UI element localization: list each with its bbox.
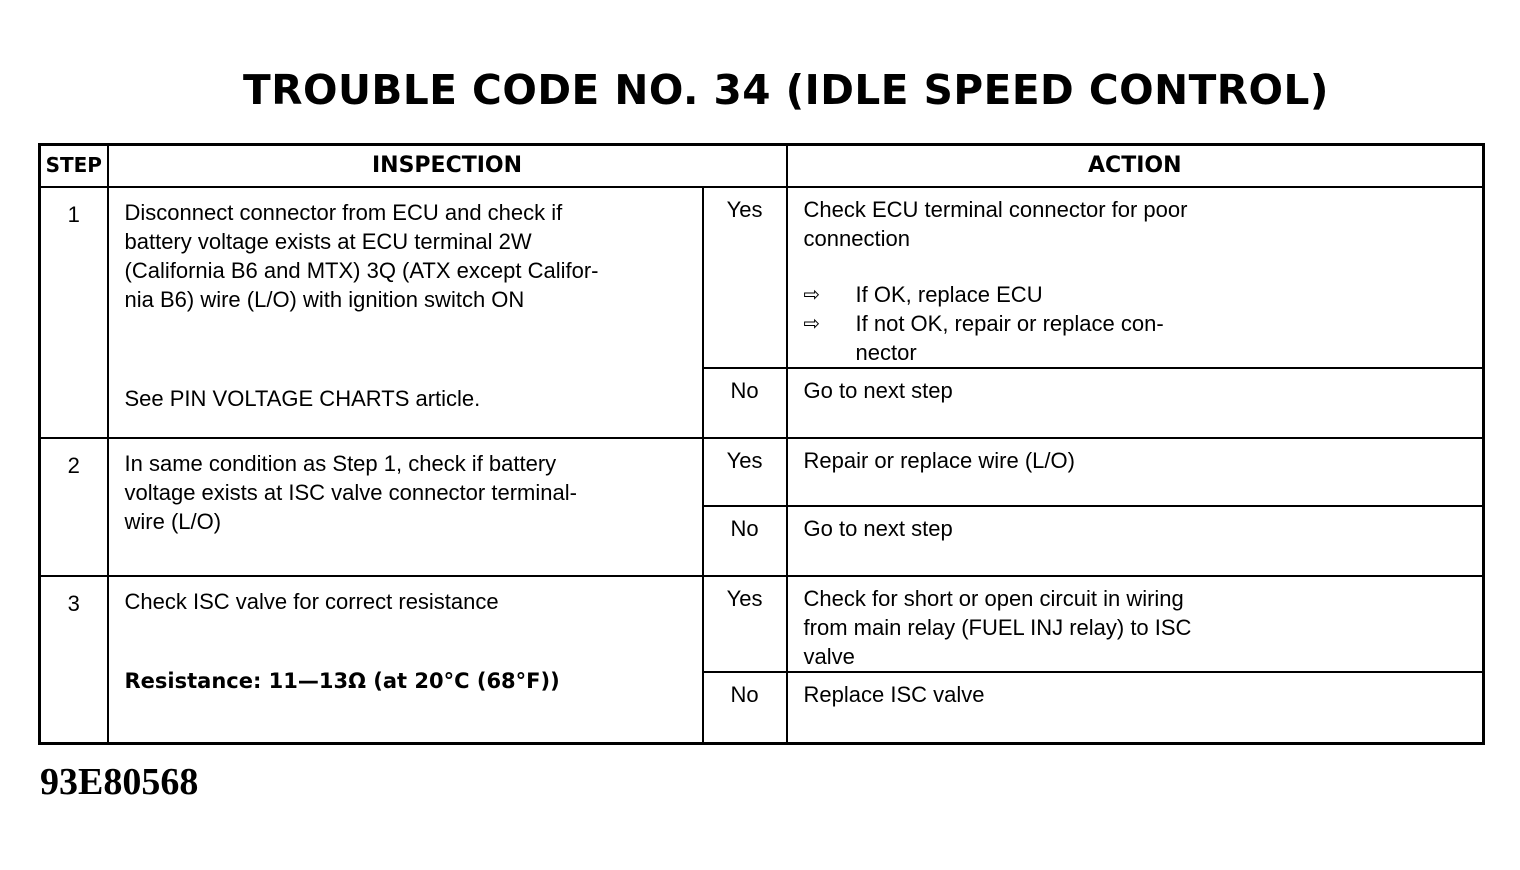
action-cell: Repair or replace wire (L/O): [787, 438, 1484, 506]
inspection-line: Check ISC valve for correct resistance: [124, 588, 499, 614]
yes-label: Yes: [703, 187, 787, 368]
header-step: STEP: [40, 145, 108, 187]
bullet-text: If OK, replace ECU: [855, 281, 1043, 307]
step-number: 1: [40, 187, 108, 438]
action-line: Check for short or open circuit in wiring: [803, 585, 1184, 611]
table-row: [40, 187, 1484, 368]
table-row: [40, 576, 1484, 672]
step-number: 2: [40, 438, 108, 576]
inspection-cell: [108, 187, 703, 438]
header-inspection: INSPECTION: [108, 145, 787, 187]
trouble-code-table: [38, 143, 1485, 745]
inspection-line: wire (L/O): [124, 508, 222, 534]
no-label: No: [703, 368, 787, 438]
header-action: ACTION: [787, 145, 1484, 187]
arrow-icon: ⇨: [803, 310, 821, 335]
no-label: No: [703, 672, 787, 744]
inspection-cell: [108, 576, 703, 744]
action-line: from main relay (FUEL INJ relay) to ISC: [803, 614, 1192, 640]
action-line: connection: [803, 225, 910, 251]
yes-label: Yes: [703, 438, 787, 506]
action-cell: [787, 576, 1484, 672]
action-cell: Replace ISC valve: [787, 672, 1484, 744]
inspection-note: See PIN VOLTAGE CHARTS article.: [124, 385, 481, 411]
inspection-line: battery voltage exists at ECU terminal 2W: [124, 228, 532, 254]
action-line: Check ECU terminal connector for poor: [803, 196, 1188, 222]
action-bullet: [804, 280, 1467, 309]
yes-label: Yes: [703, 576, 787, 672]
no-label: No: [703, 506, 787, 576]
figure-code: 93E80568: [40, 761, 199, 803]
inspection-line: voltage exists at ISC valve connector terminal-: [124, 479, 577, 505]
resistance-spec: Resistance: 11—13Ω (at 20°C (68°F)): [124, 668, 560, 693]
table-row: [40, 438, 1484, 506]
action-line: valve: [803, 643, 855, 669]
action-cell: [787, 187, 1484, 368]
arrow-icon: ⇨: [803, 281, 821, 306]
inspection-line: Disconnect connector from ECU and check if: [124, 199, 563, 225]
bullet-text: If not OK, repair or replace con-: [855, 310, 1164, 336]
action-cell: Go to next step: [787, 368, 1484, 438]
header-row: [40, 145, 1484, 187]
step-number: 3: [40, 576, 108, 744]
inspection-line: nia B6) wire (L/O) with ignition switch ON: [124, 286, 525, 312]
bullet-text: nector: [855, 339, 917, 365]
page-title: TROUBLE CODE NO. 34 (IDLE SPEED CONTROL): [243, 66, 1329, 114]
inspection-line: (California B6 and MTX) 3Q (ATX except Califor-: [124, 257, 599, 283]
action-bullet: [804, 309, 1467, 367]
inspection-cell: [108, 438, 703, 576]
inspection-line: In same condition as Step 1, check if battery: [124, 450, 557, 476]
action-cell: Go to next step: [787, 506, 1484, 576]
